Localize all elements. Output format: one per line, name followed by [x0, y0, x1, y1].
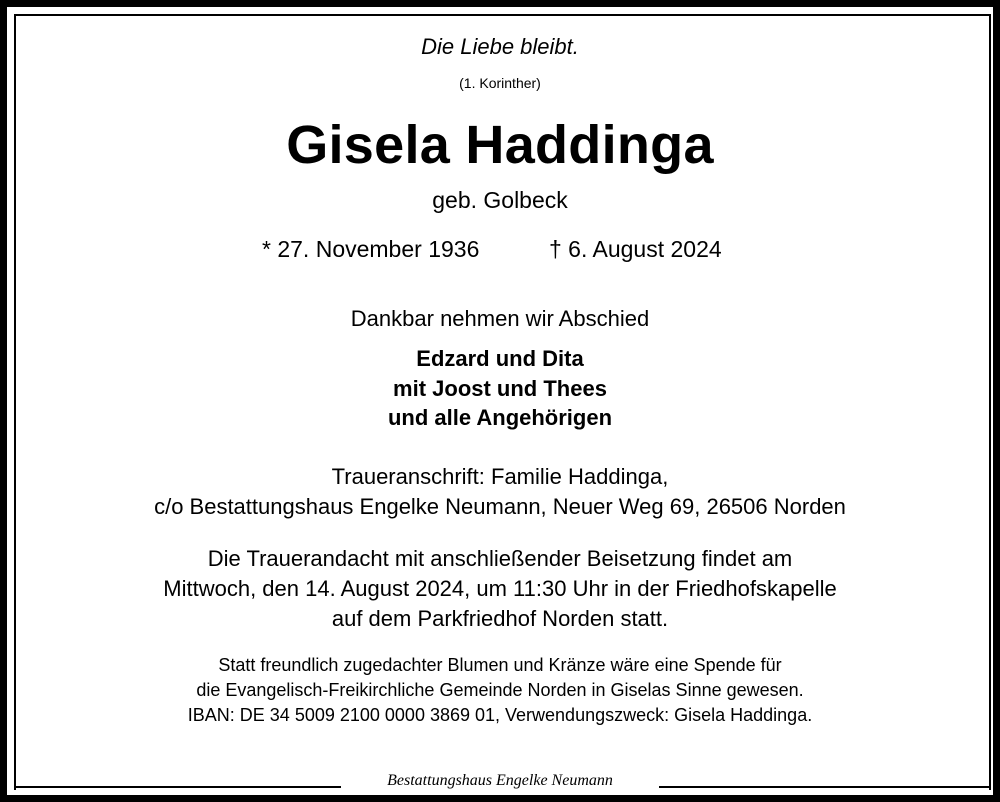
- service-line: auf dem Parkfriedhof Norden statt.: [331, 606, 669, 631]
- life-dates: [0, 236, 1000, 266]
- family-line: und alle Angehörigen: [387, 405, 613, 430]
- death-date: † 6. August 2024: [549, 236, 722, 262]
- footer-rule-left: [14, 786, 341, 788]
- family-line: mit Joost und Thees: [393, 376, 607, 401]
- deceased-name: Gisela Haddinga: [286, 115, 714, 175]
- motto: Die Liebe bleibt.: [421, 34, 579, 59]
- service-line: Mittwoch, den 14. August 2024, um 11:30 Uhr in der Friedhofskapelle: [163, 576, 837, 601]
- address-line: Traueranschrift: Familie Haddinga,: [331, 464, 669, 489]
- donation-line: Statt freundlich zugedachter Blumen und Kränze wäre eine Spende für: [218, 655, 782, 675]
- service-line: Die Trauerandacht mit anschließender Beisetzung findet am: [207, 546, 793, 571]
- family-line: Edzard und Dita: [416, 346, 584, 371]
- address-line: c/o Bestattungshaus Engelke Neumann, Neuer Weg 69, 26506 Norden: [154, 494, 846, 519]
- birth-name: geb. Golbeck: [432, 187, 568, 213]
- funeral-home-footer: Bestattungshaus Engelke Neumann: [341, 772, 659, 790]
- birth-date: * 27. November 1936: [262, 236, 480, 262]
- thanks-line: Dankbar nehmen wir Abschied: [350, 306, 650, 331]
- motto-source: (1. Korinther): [459, 75, 541, 91]
- donation-line: IBAN: DE 34 5009 2100 0000 3869 01, Verwendungszweck: Gisela Haddinga.: [187, 705, 813, 725]
- donation-line: die Evangelisch-Freikirchliche Gemeinde Norden in Giselas Sinne gewesen.: [196, 680, 804, 700]
- footer-rule-right: [659, 786, 989, 788]
